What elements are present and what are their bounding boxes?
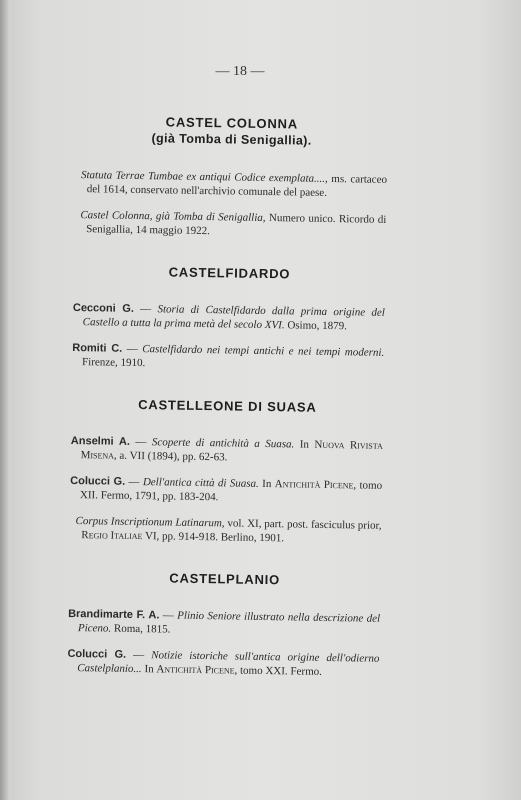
section-title: CASTELPLANIO xyxy=(169,570,281,588)
section-castelfidardo xyxy=(72,262,386,374)
entry-author: Brandimarte F. A. xyxy=(68,607,160,622)
entry-title: Scoperte di antichità a Suasa. xyxy=(151,436,295,451)
entry-details: tomo XXI. Fermo. xyxy=(237,664,323,678)
entry-journal: Nuova Rivista Misena, xyxy=(80,438,383,462)
bibliography-content xyxy=(67,112,388,706)
entry-author: Colucci G. xyxy=(70,474,126,488)
page-number: — 18 — xyxy=(215,64,265,79)
entry-dash: — xyxy=(133,302,158,316)
entry-title: Castel Colonna, già Tomba di Senigallia, xyxy=(80,209,266,224)
bibliography-entry xyxy=(73,301,385,334)
entry-details: VI, pp. 914-918. Berlino, 1901. xyxy=(142,530,285,545)
entry-title: Castelfidardo nei tempi antichi e nei tempi moderni. xyxy=(142,343,385,359)
bibliography-entry xyxy=(71,434,383,467)
entry-journal: Antichità Picene, xyxy=(274,478,357,492)
section-heading xyxy=(73,262,385,284)
entry-dash: — xyxy=(159,609,178,622)
entry-in: In xyxy=(258,477,275,491)
section-castelleone-di-suasa xyxy=(69,395,383,547)
bibliography-entry xyxy=(70,474,382,507)
entry-title: Storia di Castelfidardo dalla prima origine del Castello a tutta la prima metà del secolo XVI. xyxy=(82,303,385,332)
entry-details: a. VII (1894), pp. 62-63. xyxy=(116,449,228,464)
entry-details: Roma, 1815. xyxy=(111,622,171,636)
entry-dash: — xyxy=(129,435,152,449)
entry-dash: — xyxy=(122,342,143,356)
entry-journal: Regio Italiae xyxy=(81,529,143,543)
bibliography-entry xyxy=(72,341,384,374)
section-heading xyxy=(71,395,383,417)
page-shadow xyxy=(0,0,10,800)
entry-title: Dell'antica città di Suasa. xyxy=(142,476,259,490)
section-title: CASTEL COLONNA xyxy=(165,114,299,132)
entry-dash: — xyxy=(125,475,143,489)
entry-journal: Antichità Picene, xyxy=(156,663,238,677)
entry-details: tomo XII. Fermo, 1791, pp. 183-204. xyxy=(79,479,383,504)
bibliography-entry xyxy=(69,514,381,547)
entry-details: Osimo, 1879. xyxy=(284,319,348,333)
entry-details: Firenze, 1910. xyxy=(81,356,146,370)
entry-author: Colucci G. xyxy=(67,647,127,661)
bibliography-entry xyxy=(68,607,380,640)
section-title: CASTELLEONE DI SUASA xyxy=(138,397,317,415)
bibliography-entry xyxy=(67,647,379,680)
entry-in: In xyxy=(141,663,157,676)
section-castelplanio xyxy=(67,568,381,680)
section-title: CASTELFIDARDO xyxy=(168,264,291,282)
entry-volume: vol. XI, part. post. fasciculus prior, xyxy=(224,517,382,532)
bibliography-entry xyxy=(74,208,386,241)
entry-author: Romiti C. xyxy=(72,341,123,355)
entry-in: In xyxy=(294,438,315,451)
entry-details: Numero unico. Ricordo di Senigallia, 14 maggio 1922. xyxy=(86,212,387,238)
section-subtitle: (già Tomba di Senigallia). xyxy=(151,131,312,148)
entry-title: Plinio Seniore illustrato nella descrizione del Piceno. xyxy=(77,609,381,635)
entry-title: Statuta Terrae Tumbae ex antiqui Codice exemplata...., xyxy=(80,169,328,185)
section-heading xyxy=(69,568,381,590)
section-heading xyxy=(75,112,387,151)
section-castel-colonna xyxy=(74,112,388,241)
bibliography-entry xyxy=(75,168,387,201)
entry-title: Corpus Inscriptionum Latinarum, xyxy=(75,515,225,530)
entry-dash: — xyxy=(126,648,152,662)
entry-author: Cecconi G. xyxy=(72,301,135,315)
entry-author: Anselmi A. xyxy=(70,434,131,448)
entry-title: Notizie istoriche sull'antica origine dell'odierno Castelplanio... xyxy=(77,649,380,676)
entry-details: ms. cartaceo del 1614, conservato nell'archivio comunale del paese. xyxy=(86,173,388,199)
